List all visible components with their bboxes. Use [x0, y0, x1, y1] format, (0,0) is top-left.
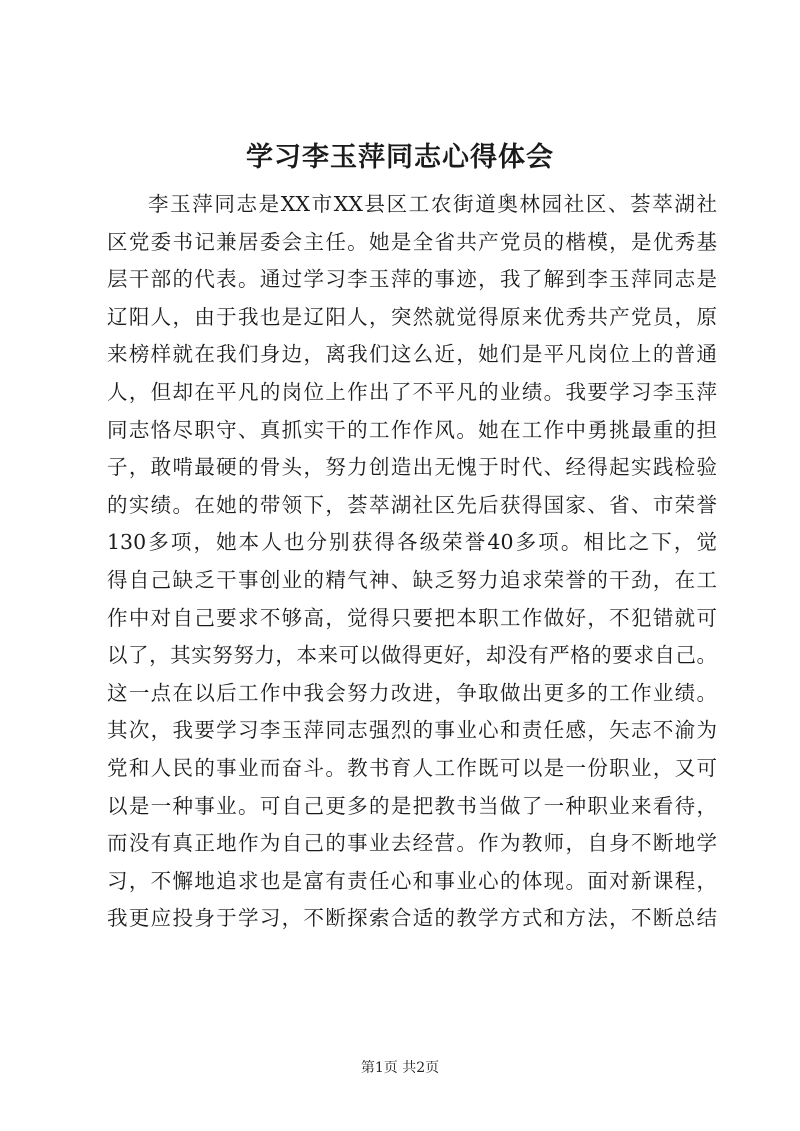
body-line: 以是一种事业。可自己更多的是把教书当做了一种职业来看待，: [107, 793, 717, 818]
body-line: 习，不懈地追求也是富有责任心和事业心的体现。面对新课程，: [107, 868, 717, 893]
document-body: [107, 186, 717, 938]
body-line: 以了，其实努努力，本来可以做得更好，却没有严格的要求自己。: [107, 643, 717, 668]
body-line: 130多项，她本人也分别获得各级荣誉40多项。相比之下，觉: [107, 530, 717, 555]
body-line: 人，但却在平凡的岗位上作出了不平凡的业绩。我要学习李玉萍: [107, 379, 717, 404]
body-line: 子，敢啃最硬的骨头，努力创造出无愧于时代、经得起实践检验: [107, 455, 717, 480]
body-line: 我更应投身于学习，不断探索合适的教学方式和方法，不断总结: [107, 906, 717, 931]
body-line: 这一点在以后工作中我会努力改进，争取做出更多的工作业绩。: [107, 680, 717, 705]
body-line: 党和人民的事业而奋斗。教书育人工作既可以是一份职业，又可: [107, 755, 717, 780]
body-line: 作中对自己要求不够高，觉得只要把本职工作做好，不犯错就可: [107, 605, 717, 630]
body-line: 层干部的代表。通过学习李玉萍的事迹，我了解到李玉萍同志是: [107, 267, 717, 292]
body-line: 区党委书记兼居委会主任。她是全省共产党员的楷模，是优秀基: [107, 229, 717, 254]
body-line: 同志恪尽职守、真抓实干的工作作风。她在工作中勇挑最重的担: [107, 417, 717, 442]
body-line: 李玉萍同志是XX市XX县区工农街道奥林园社区、荟萃湖社: [148, 192, 717, 216]
body-line: 来榜样就在我们身边，离我们这么近，她们是平凡岗位上的普通: [107, 342, 717, 367]
body-line: 而没有真正地作为自己的事业去经营。作为教师，自身不断地学: [107, 831, 717, 856]
body-line: 其次，我要学习李玉萍同志强烈的事业心和责任感，矢志不渝为: [107, 718, 717, 743]
page-number-footer: 第1页 共2页: [360, 1060, 440, 1076]
body-line: 的实绩。在她的带领下，荟萃湖社区先后获得国家、省、市荣誉: [107, 492, 717, 517]
document-title: 学习李玉萍同志心得体会: [246, 142, 554, 173]
body-line: 辽阳人，由于我也是辽阳人，突然就觉得原来优秀共产党员，原: [107, 304, 717, 329]
body-line: 得自己缺乏干事创业的精气神、缺乏努力追求荣誉的干劲，在工: [107, 567, 717, 592]
